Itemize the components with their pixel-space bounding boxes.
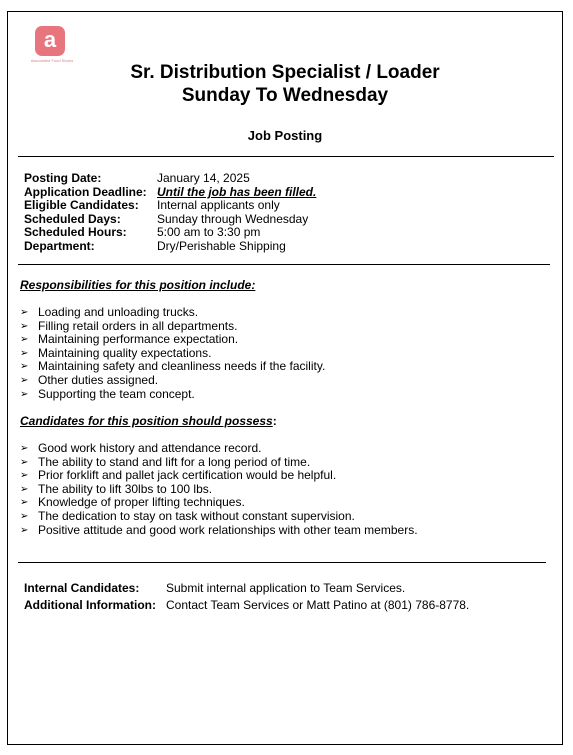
list-item [20,442,418,456]
detail-value: Internal applicants only [157,198,280,213]
footer-row [24,597,469,614]
arrow-bullet-icon: ➢ [20,361,29,373]
list-item-text: The ability to lift 30lbs to 100 lbs. [38,481,213,496]
detail-row [24,199,316,213]
list-item-text: Filling retail orders in all departments. [38,318,238,333]
list-item-text: The ability to stand and lift for a long period of time. [38,454,311,469]
list-item [20,469,418,483]
arrow-bullet-icon: ➢ [20,443,29,454]
list-item-text: Loading and unloading trucks. [38,305,199,319]
footer-label: Internal Candidates: [24,581,140,595]
detail-label: Scheduled Days: [24,211,121,226]
detail-label: Posting Date: [24,171,102,185]
responsibilities-heading: Responsibilities for this position include: [20,278,256,292]
company-logo [28,26,76,63]
detail-label: Application Deadline: [24,184,147,199]
list-item-text: Maintaining safety and cleanliness needs if the facility. [38,359,326,374]
title-line-2: Sunday To Wednesday [181,85,389,106]
list-item [20,333,325,347]
list-item [20,360,325,374]
detail-value: Until the job has been filled. [157,184,317,199]
detail-value: Dry/Perishable Shipping [157,238,286,253]
detail-label: Scheduled Hours: [24,225,127,240]
qualifications-heading: Candidates for this position should possess: [20,414,277,428]
arrow-bullet-icon: ➢ [20,524,29,536]
arrow-bullet-icon: ➢ [20,307,29,318]
title-line-1: Sr. Distribution Specialist / Loader [130,62,440,83]
list-item-text: Supporting the team concept. [38,386,195,401]
detail-value: January 14, 2025 [157,171,250,185]
list-item [20,347,325,361]
detail-row [24,186,316,200]
arrow-bullet-icon: ➢ [20,497,29,509]
list-item [20,374,325,388]
arrow-bullet-icon: ➢ [20,374,29,386]
list-item-text: Prior forklift and pallet jack certification would be helpful. [38,468,337,483]
detail-row [24,240,316,254]
job-posting-page [7,11,563,745]
arrow-bullet-icon: ➢ [20,334,29,346]
list-item-text: Good work history and attendance record. [38,441,262,455]
list-item [20,456,418,470]
page-subtitle: Job Posting [247,128,323,143]
footer-value: Submit internal application to Team Services. [166,581,406,595]
list-item-text: The dedication to stay on task without constant supervision. [38,508,355,523]
arrow-bullet-icon: ➢ [20,388,29,400]
list-item-text: Maintaining quality expectations. [38,345,212,360]
list-item-text: Other duties assigned. [38,372,159,387]
detail-value: 5:00 am to 3:30 pm [157,225,261,240]
responsibilities-list [20,306,325,401]
page-title [8,61,562,107]
detail-row [24,172,316,186]
list-item-text: Maintaining performance expectation. [38,332,239,347]
list-item-text: Positive attitude and good work relationships with other team members. [38,522,418,537]
list-item [20,496,418,510]
list-item-text: Knowledge of proper lifting techniques. [38,495,245,510]
detail-value: Sunday through Wednesday [157,211,309,226]
qualifications-list [20,442,418,537]
footer-value: Contact Team Services or Matt Patino at (801) 786-8778. [166,598,470,612]
footer-table [24,580,469,614]
detail-row [24,226,316,240]
divider-top [18,156,554,157]
detail-label: Eligible Candidates: [24,198,139,213]
list-item [20,320,325,334]
details-table [24,172,316,254]
divider-details [18,264,550,265]
list-item [20,483,418,497]
detail-label: Department: [24,238,95,253]
divider-footer [18,562,546,563]
arrow-bullet-icon: ➢ [20,470,29,482]
arrow-bullet-icon: ➢ [20,320,29,332]
arrow-bullet-icon: ➢ [20,483,29,495]
list-item [20,306,325,320]
logo-mark-icon: a [35,26,65,56]
list-item [20,510,418,524]
list-item [20,388,325,402]
arrow-bullet-icon: ➢ [20,456,29,468]
footer-row [24,580,469,597]
list-item [20,524,418,538]
arrow-bullet-icon: ➢ [20,347,29,359]
arrow-bullet-icon: ➢ [20,510,29,522]
detail-row [24,213,316,227]
footer-label: Additional Information: [24,598,156,612]
logo-text: Associated Food Stores [30,58,74,63]
